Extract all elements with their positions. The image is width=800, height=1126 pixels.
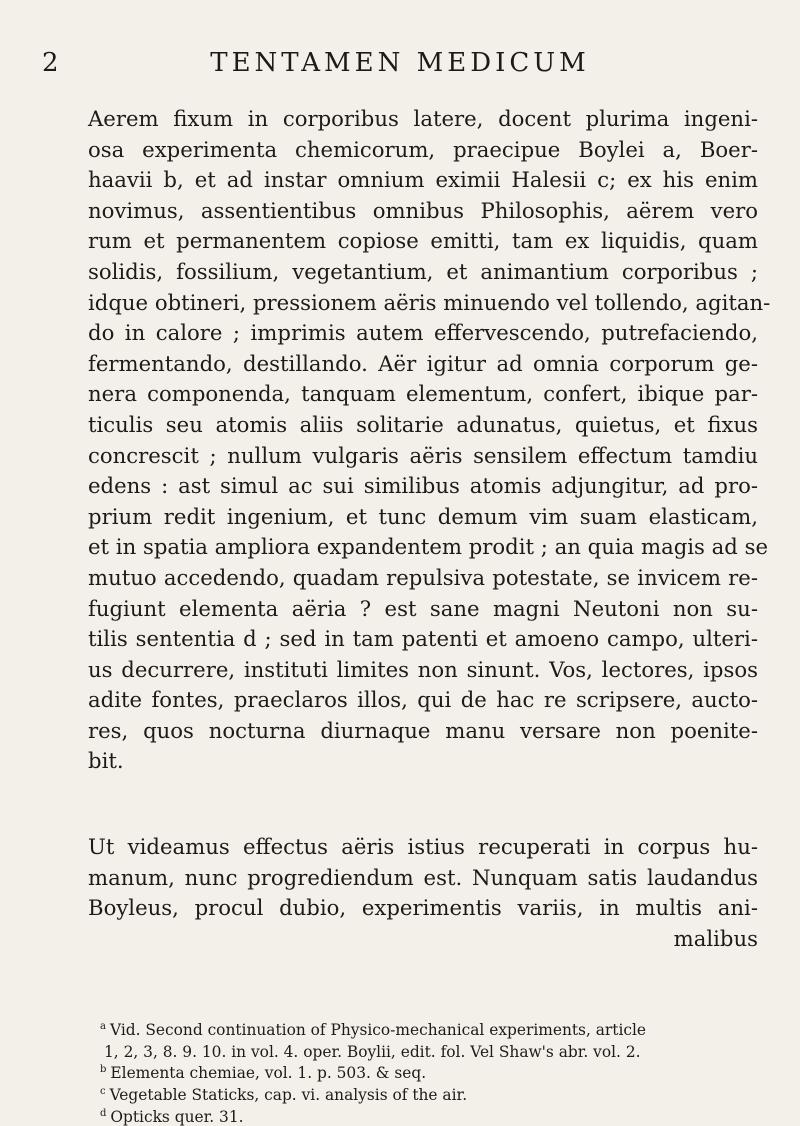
text-line: haavii b, et ad instar omnium eximii Halesii c; ex his enim <box>88 165 758 196</box>
text-line: fugiunt elementa aëria ? est sane magni Neutoni non su- <box>88 594 758 625</box>
footnote-b <box>100 1061 760 1083</box>
footnote-text: Opticks quer. 31. <box>110 1108 243 1126</box>
footnotes <box>100 1018 760 1126</box>
catchword: malibus <box>88 924 758 955</box>
text-line: edens : ast simul ac sui similibus atomis adjungitur, ad pro- <box>88 471 758 502</box>
footnote-mark: b <box>100 1064 106 1075</box>
footnote-a-continued <box>100 1040 760 1062</box>
footnote-mark: a <box>100 1021 106 1032</box>
text-line: res, quos nocturna diurnaque manu versare non poenite- <box>88 716 758 747</box>
footnote-text: Vegetable Staticks, cap. vi. analysis of the air. <box>110 1086 467 1104</box>
page-number: 2 <box>42 48 60 78</box>
footnote-mark: c <box>100 1086 106 1097</box>
footnote-c <box>100 1083 760 1105</box>
text-line: prium redit ingenium, et tunc demum vim suam elasticam, <box>88 502 758 533</box>
paragraph-aerem-fixum <box>88 104 758 777</box>
footnote-a <box>100 1018 760 1040</box>
text-line: Ut videamus effectus aëris istius recuperati in corpus hu- <box>88 832 758 863</box>
text-line: fermentando, destillando. Aër igitur ad omnia corporum ge- <box>88 349 758 380</box>
text-line: mutuo accedendo, quadam repulsiva potestate, se invicem re- <box>88 563 758 594</box>
text-line: osa experimenta chemicorum, praecipue Boylei a, Boer- <box>88 135 758 166</box>
text-line: us decurrere, instituti limites non sinunt. Vos, lectores, ipsos <box>88 655 758 686</box>
text-line: adite fontes, praeclaros illos, qui de hac re scripsere, aucto- <box>88 685 758 716</box>
text-line: idque obtineri, pressionem aëris minuendo vel tollendo, agitan- <box>88 288 758 319</box>
text-line: bit. <box>88 746 758 777</box>
footnote-text: 1, 2, 3, 8. 9. 10. in vol. 4. oper. Boylii, edit. fol. Vel Shaw's abr. vol. 2. <box>104 1043 641 1061</box>
page-header <box>40 42 760 82</box>
text-line: Aerem fixum in corporibus latere, docent plurima ingeni- <box>88 104 758 135</box>
text-line: nera componenda, tanquam elementum, confert, ibique par- <box>88 379 758 410</box>
text-line: Boyleus, procul dubio, experimentis variis, in multis ani- <box>88 893 758 924</box>
text-line: solidis, fossilium, vegetantium, et animantium corporibus ; <box>88 257 758 288</box>
footnote-d <box>100 1105 760 1126</box>
text-line: tilis sententia d ; sed in tam patenti et amoeno campo, ulteri- <box>88 624 758 655</box>
text-line: rum et permanentem copiose emitti, tam ex liquidis, quam <box>88 226 758 257</box>
text-line: concrescit ; nullum vulgaris aëris sensilem effectum tamdiu <box>88 441 758 472</box>
text-line: novimus, assentientibus omnibus Philosophis, aërem vero <box>88 196 758 227</box>
text-line: do in calore ; imprimis autem effervescendo, putrefaciendo, <box>88 318 758 349</box>
footnote-text: Elementa chemiae, vol. 1. p. 503. & seq. <box>110 1064 426 1082</box>
text-line: ticulis seu atomis aliis solitarie adunatus, quietus, et fixus <box>88 410 758 441</box>
running-title: TENTAMEN MEDICUM <box>40 48 760 78</box>
footnote-text: Vid. Second continuation of Physico-mechanical experiments, article <box>110 1021 646 1039</box>
text-line: manum, nunc progrediendum est. Nunquam satis laudandus <box>88 863 758 894</box>
footnote-mark: d <box>100 1108 106 1119</box>
text-line: et in spatia ampliora expandentem prodit ; an quia magis ad se <box>88 532 758 563</box>
paragraph-ut-videamus <box>88 832 758 954</box>
